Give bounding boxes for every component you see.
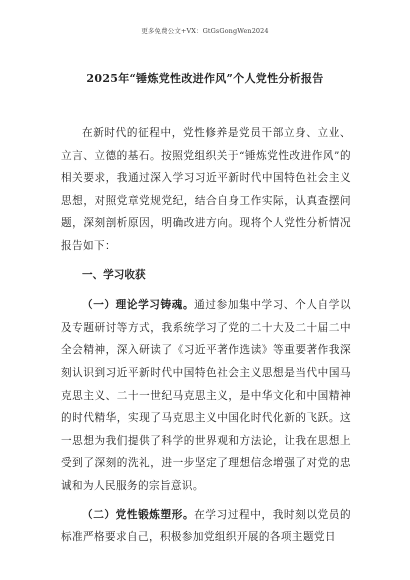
item2-text: 在学习过程中，我时刻以党员的标准严格要求自己，积极参加党组织开展的各项主题党日 [61,508,351,544]
item2-lead: （二）党性锻炼塑形。 [82,508,195,521]
item2-paragraph [61,504,351,549]
header-note: 更多免费公文+VX：GtGsGongWen2024 [141,27,269,35]
section-heading-study-gains: 一、学习收获 [82,268,146,281]
item1-text: 通过参加集中学习、个人自学以及专题研讨等方式，我系统学习了党的二十大及二十届二中全会精神，深入研读了《习近平著作选读》等重要著作我深刻认识到习近平新时代中国特色社会主义思想是当代中国马克思主义、二十一世纪马克思主义，是中华文化和中国精神的时代精华，实现了马克思主义中国化时代化新的飞跃。这一思想为我们提供了科学的世界观和方法论，让我在思想上受到了深刻的洗礼，进一步坚定了理想信念增强了对党的忠诚和为人民服务的宗旨意识。 [61,299,351,492]
item1-paragraph [61,294,351,497]
item1-lead: （一）理论学习铸魂。 [82,299,195,312]
intro-paragraph: 在新时代的征程中，党性修养是党员干部立身、立业、立言、立德的基石。按照党组织关于“锤炼党性改进作风”的相关要求，我通过深入学习习近平新时代中国特色社会主义思想，对照党章党规党纪，结合自身工作实际，认真查摆问题，深刻剖析原因，明确改进方向。现将个人党性分析情况报告如下： [61,127,351,252]
document-title: 2025年“锤炼党性改进作风”个人党性分析报告 [86,72,324,85]
document-body [61,122,351,549]
